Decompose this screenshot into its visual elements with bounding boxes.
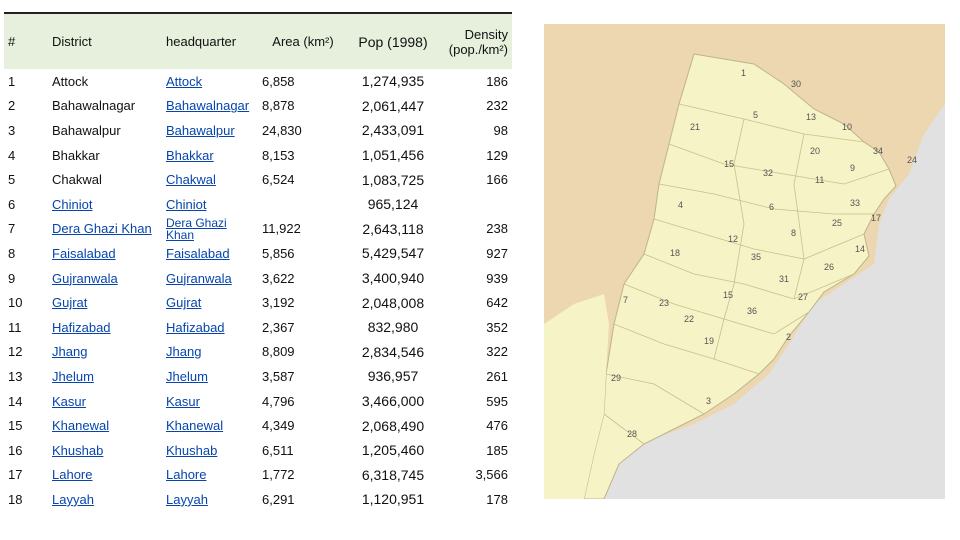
headquarter-link[interactable]: Bahawalpur xyxy=(166,122,235,138)
row-number: 14 xyxy=(8,393,23,409)
table-row xyxy=(4,217,512,242)
density-value: 927 xyxy=(486,245,508,261)
table-row xyxy=(4,118,512,143)
row-number: 1 xyxy=(8,73,16,89)
area-value: 1,772 xyxy=(262,467,295,483)
population-value: 2,433,091 xyxy=(361,122,425,139)
district-link[interactable]: Chiniot xyxy=(52,196,93,212)
area-value: 6,858 xyxy=(262,73,295,89)
population-value: 1,051,456 xyxy=(361,147,425,164)
district-link[interactable]: Kasur xyxy=(52,393,86,409)
row-number: 4 xyxy=(8,147,16,163)
headquarter-link[interactable]: Lahore xyxy=(166,467,207,483)
area-value: 4,796 xyxy=(262,393,295,409)
table-row xyxy=(4,241,512,266)
area-value: 6,291 xyxy=(262,491,295,507)
headquarter-link[interactable]: Jhang xyxy=(166,344,202,360)
population-value: 1,274,935 xyxy=(361,73,425,90)
district-link[interactable]: Hafizabad xyxy=(52,319,111,335)
headquarter-link[interactable]: Hafizabad xyxy=(166,319,225,335)
district-label: 15 xyxy=(723,290,734,300)
headquarter-link[interactable]: Gujrat xyxy=(166,295,202,311)
population-value: 2,834,546 xyxy=(361,343,425,360)
row-number: 11 xyxy=(8,319,22,335)
table-row xyxy=(4,487,512,512)
district-label: 36 xyxy=(747,306,758,316)
area-value: 4,349 xyxy=(262,418,295,434)
header-area: Area (km²) xyxy=(258,13,348,69)
table-row xyxy=(4,143,512,168)
district-link[interactable]: Faisalabad xyxy=(52,245,116,261)
density-value: 939 xyxy=(486,270,508,286)
headquarter-link[interactable]: Khushab xyxy=(166,442,218,458)
population-value: 1,083,725 xyxy=(361,171,425,188)
header-number: # xyxy=(4,13,48,69)
district-label: 19 xyxy=(704,336,715,346)
population-value: 965,124 xyxy=(367,196,419,213)
density-value: 185 xyxy=(486,442,508,458)
table-row xyxy=(4,340,512,365)
area-value: 5,856 xyxy=(262,245,295,261)
district-label: 26 xyxy=(824,262,835,272)
population-value: 2,048,008 xyxy=(361,294,425,311)
row-number: 13 xyxy=(8,368,23,384)
row-number: 6 xyxy=(8,196,16,212)
population-value: 3,400,940 xyxy=(361,270,425,287)
district-link[interactable]: Layyah xyxy=(52,491,94,507)
population-value: 832,980 xyxy=(367,319,419,336)
area-value: 24,830 xyxy=(262,122,302,138)
table-row xyxy=(4,315,512,340)
district-label: 22 xyxy=(684,314,695,324)
area-value: 8,809 xyxy=(262,344,295,360)
density-value: 3,566 xyxy=(475,467,508,483)
table-row xyxy=(4,389,512,414)
district-label: 1 xyxy=(741,68,747,78)
density-value: 476 xyxy=(486,418,508,434)
row-number: 17 xyxy=(8,467,23,483)
headquarter-link[interactable]: Jhelum xyxy=(166,368,208,384)
district-link[interactable]: Khushab xyxy=(52,442,104,458)
district-label: 9 xyxy=(850,163,856,173)
population-value: 3,466,000 xyxy=(361,393,425,410)
district-label: 25 xyxy=(832,218,843,228)
row-number: 12 xyxy=(8,344,23,360)
header-headquarter: headquarter xyxy=(162,13,258,69)
district-label: 35 xyxy=(751,252,762,262)
density-value: 129 xyxy=(486,147,508,163)
table-row xyxy=(4,364,512,389)
district-link[interactable]: Khanewal xyxy=(52,418,110,434)
headquarter-link[interactable]: Chiniot xyxy=(166,196,207,212)
table-row xyxy=(4,266,512,291)
district-label: 10 xyxy=(842,122,853,132)
row-number: 2 xyxy=(8,98,16,114)
area-value: 3,192 xyxy=(262,295,295,311)
headquarter-link[interactable]: Layyah xyxy=(166,491,208,507)
district-link[interactable]: Jhelum xyxy=(52,368,94,384)
density-value: 232 xyxy=(486,98,508,114)
district-label: 27 xyxy=(798,292,809,302)
headquarter-link[interactable]: Faisalabad xyxy=(166,245,230,261)
table-row xyxy=(4,94,512,119)
density-value: 261 xyxy=(486,368,508,384)
table-row xyxy=(4,290,512,315)
district-label: 18 xyxy=(670,248,681,258)
district-label: 2 xyxy=(786,332,792,342)
headquarter-link[interactable]: Chakwal xyxy=(166,172,216,188)
population-value: 2,068,490 xyxy=(361,417,425,434)
population-value: 2,643,118 xyxy=(362,220,424,237)
district-label: 4 xyxy=(678,200,684,210)
density-value xyxy=(438,192,512,217)
population-value: 5,429,547 xyxy=(361,245,425,262)
district-label: 33 xyxy=(850,198,861,208)
table-row xyxy=(4,69,512,94)
district-link[interactable]: Gujranwala xyxy=(52,270,118,286)
district-label: 29 xyxy=(611,373,622,383)
district-link: Attock xyxy=(52,73,89,89)
area-value: 2,367 xyxy=(262,319,295,335)
headquarter-link[interactable]: Khanewal xyxy=(166,418,224,434)
area-value: 11,922 xyxy=(262,221,301,237)
area-value: 8,153 xyxy=(262,147,295,163)
density-value: 642 xyxy=(486,295,508,311)
density-value: 166 xyxy=(486,172,508,188)
row-number: 7 xyxy=(8,221,16,237)
row-number: 9 xyxy=(8,270,16,286)
districts-table xyxy=(4,12,512,512)
headquarter-link[interactable]: Attock xyxy=(166,73,203,89)
district-label: 5 xyxy=(753,110,759,120)
headquarter-link[interactable]: Dera Ghazi Khan xyxy=(166,215,227,242)
row-number: 8 xyxy=(8,245,16,261)
district-label: 34 xyxy=(873,146,884,156)
population-value: 1,205,460 xyxy=(361,442,425,459)
district-label: 11 xyxy=(815,175,825,185)
table-row xyxy=(4,413,512,438)
population-value: 1,120,951 xyxy=(361,491,425,508)
area-value: 3,622 xyxy=(262,270,295,286)
district-label: 17 xyxy=(871,213,882,223)
area-value: 6,524 xyxy=(262,172,295,188)
district-label: 3 xyxy=(706,396,712,406)
district-label: 24 xyxy=(907,155,918,165)
district-label: 31 xyxy=(779,274,790,284)
district-label: 7 xyxy=(623,295,629,305)
district-link: Bahawalpur xyxy=(52,122,121,138)
district-label: 32 xyxy=(763,168,774,178)
district-label: 30 xyxy=(791,79,802,89)
area-value: 3,587 xyxy=(262,368,295,384)
table-header-row xyxy=(4,13,512,69)
table-row xyxy=(4,167,512,192)
district-link[interactable]: Lahore xyxy=(52,467,93,483)
district-label: 8 xyxy=(791,228,797,238)
district-label: 13 xyxy=(806,112,817,122)
row-number: 15 xyxy=(8,418,23,434)
row-number: 16 xyxy=(8,442,23,458)
district-link[interactable]: Gujrat xyxy=(52,295,88,311)
district-link: Chakwal xyxy=(52,172,102,188)
district-label: 20 xyxy=(810,146,821,156)
district-label: 14 xyxy=(855,244,866,254)
row-number: 5 xyxy=(8,172,16,188)
district-link[interactable]: Jhang xyxy=(52,344,88,360)
header-population: Pop (1998) xyxy=(348,13,438,69)
district-label: 15 xyxy=(724,159,735,169)
headquarter-link[interactable]: Bahawalnagar xyxy=(166,98,250,114)
district-label: 21 xyxy=(690,122,701,132)
district-label: 28 xyxy=(627,429,638,439)
density-value: 98 xyxy=(493,122,508,138)
row-number: 18 xyxy=(8,491,23,507)
density-value: 352 xyxy=(486,319,508,335)
table-row xyxy=(4,192,512,217)
district-label: 12 xyxy=(728,234,739,244)
density-value: 322 xyxy=(486,344,508,360)
density-value: 595 xyxy=(486,393,508,409)
row-number: 10 xyxy=(8,295,23,311)
table-row xyxy=(4,438,512,463)
population-value: 6,318,745 xyxy=(361,466,425,483)
header-district: District xyxy=(48,13,162,69)
headquarter-link[interactable]: Kasur xyxy=(166,393,200,409)
area-value xyxy=(258,192,348,217)
headquarter-link[interactable]: Bhakkar xyxy=(166,147,214,163)
population-value: 2,061,447 xyxy=(361,97,425,114)
density-value: 178 xyxy=(486,491,508,507)
area-value: 8,878 xyxy=(262,98,295,114)
density-value: 186 xyxy=(486,73,508,89)
population-value: 936,957 xyxy=(367,368,419,385)
row-number: 3 xyxy=(8,122,16,138)
density-value: 238 xyxy=(486,221,508,237)
table-row xyxy=(4,463,512,488)
district-link: Bhakkar xyxy=(52,147,100,163)
punjab-districts-map xyxy=(544,24,945,499)
district-label: 23 xyxy=(659,298,670,308)
district-link: Bahawalnagar xyxy=(52,98,136,114)
header-density: Density (pop./km²) xyxy=(438,13,512,69)
headquarter-link[interactable]: Gujranwala xyxy=(166,270,232,286)
area-value: 6,511 xyxy=(262,442,294,458)
district-link[interactable]: Dera Ghazi Khan xyxy=(52,221,152,237)
district-label: 6 xyxy=(769,202,775,212)
